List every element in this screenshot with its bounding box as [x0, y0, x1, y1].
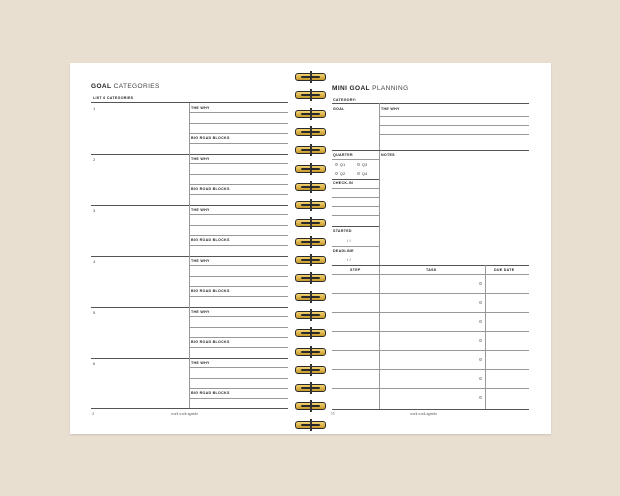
why-label: THE WHY — [191, 106, 210, 110]
column-divider — [189, 307, 190, 358]
deadline-date[interactable]: / / — [347, 258, 351, 262]
rule — [332, 215, 379, 216]
rule — [189, 123, 288, 124]
rule — [189, 174, 288, 175]
why-label: THE WHY — [191, 310, 210, 314]
bottom-rule — [91, 408, 288, 409]
binding-ring — [295, 128, 326, 136]
task-checkbox[interactable] — [479, 282, 482, 285]
q4-checkbox[interactable] — [357, 172, 360, 175]
step-header: STEP — [350, 268, 361, 272]
rule — [189, 245, 288, 246]
binding-ring — [295, 256, 326, 264]
step-divider — [379, 274, 380, 293]
table-row — [332, 369, 529, 370]
why-label: THE WHY — [191, 259, 210, 263]
binding-ring — [295, 348, 326, 356]
category-number: 4 — [93, 259, 96, 264]
road-blocks-label: BIG ROAD BLOCKS — [191, 187, 230, 191]
column-divider — [189, 256, 190, 307]
rule — [189, 398, 288, 399]
step-divider — [379, 350, 380, 369]
list-header: LIST 6 CATEGORIES — [93, 96, 134, 100]
binding-ring — [295, 293, 326, 301]
binding-ring — [295, 110, 326, 118]
column-divider — [189, 205, 190, 256]
category-number: 1 — [93, 106, 96, 111]
q1-label: Q1 — [340, 163, 346, 167]
rule — [332, 159, 379, 160]
rule — [189, 286, 288, 287]
page-title: GOAL CATEGORIES — [91, 83, 160, 90]
road-blocks-label: BIG ROAD BLOCKS — [191, 289, 230, 293]
rule — [189, 347, 288, 348]
step-divider — [379, 331, 380, 350]
rule — [332, 188, 379, 189]
binding-ring — [295, 329, 326, 337]
binding-ring — [295, 91, 326, 99]
task-header: TASK — [426, 268, 437, 272]
column-divider — [189, 154, 190, 205]
category-number: 2 — [93, 157, 96, 162]
q1-checkbox[interactable] — [335, 163, 338, 166]
binding-ring — [295, 183, 326, 191]
why-label: THE WHY — [191, 208, 210, 212]
rule — [189, 296, 288, 297]
rule — [189, 367, 288, 368]
rule — [189, 225, 288, 226]
rule — [332, 179, 379, 180]
q3-label: Q3 — [362, 163, 368, 167]
q2-label: Q2 — [340, 172, 346, 176]
rule — [189, 378, 288, 379]
why-label: THE WHY — [381, 107, 400, 111]
task-checkbox[interactable] — [479, 377, 482, 380]
rule — [189, 265, 288, 266]
binding-ring — [295, 421, 326, 429]
rule — [332, 265, 529, 266]
started-label: STARTED — [333, 229, 352, 233]
footer-text: work work agenda — [171, 412, 198, 416]
table-row — [332, 331, 529, 332]
q3-checkbox[interactable] — [357, 163, 360, 166]
rule — [189, 214, 288, 215]
rule — [332, 197, 379, 198]
binding-ring — [295, 238, 326, 246]
road-blocks-label: BIG ROAD BLOCKS — [191, 238, 230, 242]
step-divider — [379, 312, 380, 331]
q2-checkbox[interactable] — [335, 172, 338, 175]
rule — [189, 133, 288, 134]
column-divider — [189, 358, 190, 409]
notes-label: NOTES — [381, 153, 395, 157]
rule — [332, 226, 379, 227]
rule — [379, 116, 529, 117]
step-divider — [379, 293, 380, 312]
started-date[interactable]: / / — [347, 239, 351, 243]
binding-ring — [295, 384, 326, 392]
table-row — [332, 312, 529, 313]
road-blocks-label: BIG ROAD BLOCKS — [191, 391, 230, 395]
category-number: 5 — [93, 310, 96, 315]
rule — [189, 184, 288, 185]
task-checkbox[interactable] — [479, 339, 482, 342]
rule — [189, 337, 288, 338]
rule — [189, 276, 288, 277]
table-row — [332, 388, 529, 389]
quarter-label: QUARTER — [333, 153, 353, 157]
page-number: 4 — [92, 412, 94, 416]
q4-label: Q4 — [362, 172, 368, 176]
rule — [332, 246, 379, 247]
why-label: THE WHY — [191, 361, 210, 365]
rule — [189, 194, 288, 195]
page-number: 15 — [331, 412, 335, 416]
rule — [332, 206, 379, 207]
binding-ring — [295, 366, 326, 374]
binding-ring — [295, 219, 326, 227]
rule — [379, 134, 529, 135]
binding-ring — [295, 165, 326, 173]
rule — [332, 274, 529, 275]
rule — [189, 143, 288, 144]
rule — [189, 112, 288, 113]
table-row — [332, 293, 529, 294]
binding-ring — [295, 201, 326, 209]
category-number: 6 — [93, 361, 96, 366]
rule — [332, 103, 529, 104]
right-page — [322, 63, 551, 434]
task-checkbox[interactable] — [479, 320, 482, 323]
category-label: CATEGORY: — [333, 98, 357, 102]
step-divider — [379, 369, 380, 388]
table-row — [332, 350, 529, 351]
rule — [189, 316, 288, 317]
rule — [189, 163, 288, 164]
rule — [189, 235, 288, 236]
binding-ring — [295, 402, 326, 410]
due-date-header: DUE DATE — [494, 268, 515, 272]
binding-ring — [295, 274, 326, 282]
why-label: THE WHY — [191, 157, 210, 161]
rule — [379, 125, 529, 126]
rule — [189, 388, 288, 389]
task-checkbox[interactable] — [479, 301, 482, 304]
binding-ring — [295, 73, 326, 81]
rule — [332, 150, 529, 151]
goal-label: GOAL — [333, 107, 345, 111]
category-number: 3 — [93, 208, 96, 213]
rule — [189, 327, 288, 328]
checkin-label: CHECK-IN — [333, 181, 353, 185]
binding-ring — [295, 146, 326, 154]
road-blocks-label: BIG ROAD BLOCKS — [191, 136, 230, 140]
footer-text: work work agenda — [410, 412, 437, 416]
deadline-label: DEADLINE — [333, 249, 354, 253]
rule — [332, 409, 529, 410]
left-page — [70, 63, 306, 434]
road-blocks-label: BIG ROAD BLOCKS — [191, 340, 230, 344]
task-checkbox[interactable] — [479, 358, 482, 361]
step-divider — [379, 388, 380, 407]
task-checkbox[interactable] — [479, 396, 482, 399]
column-divider — [189, 103, 190, 154]
page-title: MINI GOAL PLANNING — [332, 85, 409, 92]
binding-ring — [295, 311, 326, 319]
